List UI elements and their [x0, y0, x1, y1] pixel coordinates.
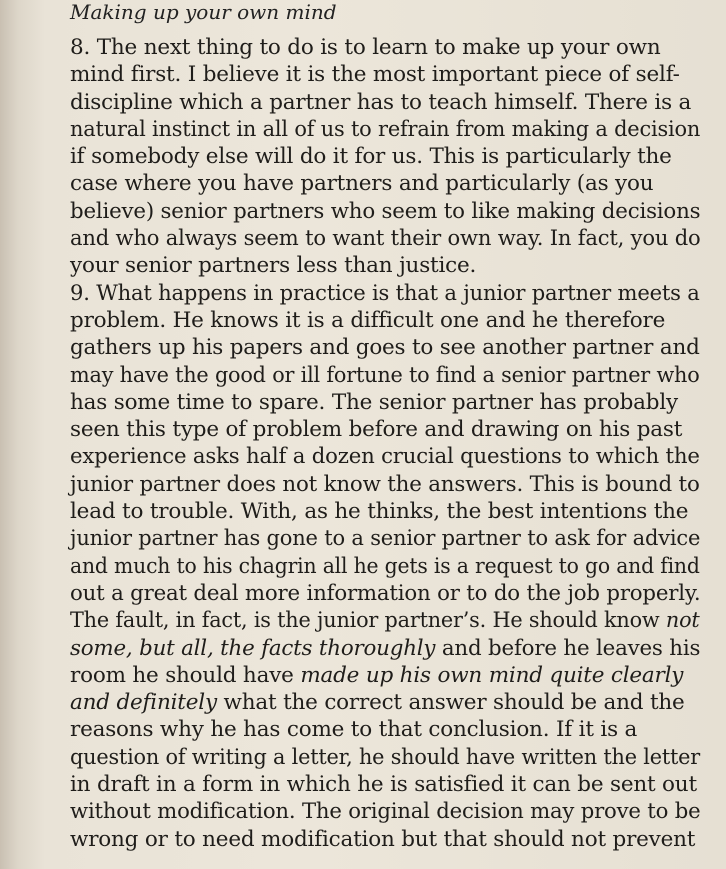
text-span: mind first. I believe it is the most important piece of self-: [70, 62, 680, 88]
text-line: [70, 225, 701, 252]
text-line: [70, 307, 700, 334]
running-head: Making up your own mind: [70, 0, 337, 24]
text-line: [70, 580, 701, 607]
text-span: and before he leaves his: [435, 635, 701, 661]
text-span: junior partner has gone to a senior partner to ask for advice: [70, 526, 701, 552]
text-span: The fault, in fact, is the junior partner’s. He should know: [70, 608, 666, 634]
text-line: [70, 798, 701, 825]
text-line: [70, 498, 700, 525]
text-span: discipline which a partner has to teach himself. There is a: [70, 89, 692, 115]
text-span: your senior partners less than justice.: [70, 253, 477, 279]
text-line: [70, 607, 700, 634]
text-line: [70, 34, 700, 61]
text-line: [70, 143, 700, 170]
italic-text: made up his own mind quite clearly: [300, 662, 684, 688]
text-span: natural instinct in all of us to refrain from making a decision: [70, 116, 701, 142]
text-span: and much to his chagrin all he gets is a request to go and find: [70, 553, 700, 579]
text-line: [70, 416, 700, 443]
text-line: [70, 716, 700, 743]
text-line: [70, 771, 700, 798]
italic-text: some, but all, the facts thoroughly: [70, 635, 436, 661]
text-line: [70, 689, 700, 716]
text-line: [70, 553, 700, 580]
text-span: question of writing a letter, he should have written the letter: [70, 744, 701, 770]
text-span: wrong or to need modification but that should not prevent: [70, 826, 696, 852]
text-span: 8. The next thing to do is to learn to make up your own: [70, 35, 661, 60]
text-line: [70, 116, 701, 143]
text-line: [70, 389, 700, 416]
text-line: [70, 252, 700, 279]
text-span: junior partner does not know the answers. This is bound to: [70, 471, 700, 497]
text-line: [70, 61, 700, 88]
italic-text: not: [665, 608, 700, 634]
text-span: what the correct answer should be and the: [216, 690, 685, 716]
text-line: [70, 362, 700, 389]
text-span: and who always seem to want their own way. In fact, you do: [70, 226, 701, 252]
text-span: if somebody else will do it for us. This is particularly the: [70, 144, 672, 170]
text-line: [70, 89, 700, 116]
text-line: [70, 198, 701, 225]
text-span: without modification. The original decision may prove to be: [70, 799, 701, 825]
text-line: [70, 170, 700, 197]
italic-text: and definitely: [70, 690, 217, 716]
text-span: seen this type of problem before and drawing on his past: [70, 417, 683, 443]
text-line: [70, 443, 700, 470]
text-span: lead to trouble. With, as he thinks, the best intentions the: [70, 499, 689, 525]
text-line: [70, 662, 700, 689]
text-span: has some time to spare. The senior partner has probably: [70, 389, 678, 415]
text-span: may have the good or ill fortune to find a senior partner who: [70, 362, 700, 388]
text-line: [70, 334, 699, 361]
text-span: room he should have: [70, 662, 301, 688]
text-span: case where you have partners and particularly (as you: [70, 171, 654, 197]
text-line: [70, 471, 700, 498]
text-span: problem. He knows it is a difficult one and he therefore: [70, 307, 666, 333]
text-line: [70, 826, 700, 853]
text-line: [70, 744, 701, 771]
text-line: [70, 635, 701, 662]
text-span: believe) senior partners who seem to like making decisions: [70, 198, 701, 224]
text-line: [70, 525, 701, 552]
text-span: in draft in a form in which he is satisfied it can be sent out: [70, 772, 697, 798]
text-span: out a great deal more information or to do the job properly.: [70, 580, 701, 606]
text-span: 9. What happens in practice is that a junior partner meets a: [70, 280, 700, 306]
text-span: reasons why he has come to that conclusion. If it is a: [70, 717, 638, 743]
text-span: gathers up his papers and goes to see another partner and: [70, 335, 700, 361]
body-text: [70, 34, 700, 853]
text-span: experience asks half a dozen crucial questions to which the: [70, 444, 700, 470]
text-line: [70, 280, 700, 307]
